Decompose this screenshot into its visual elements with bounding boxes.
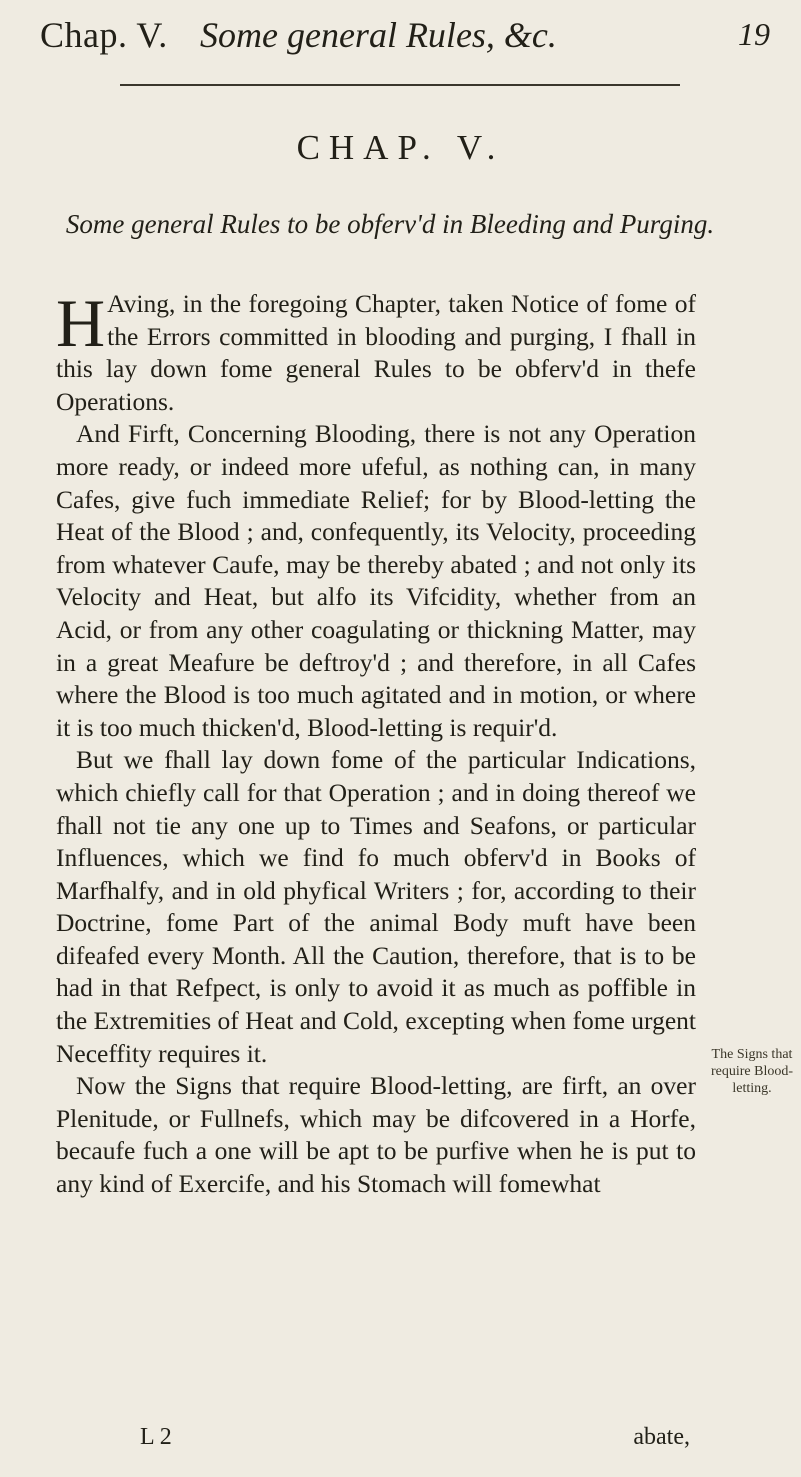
page-footer <box>56 1424 696 1458</box>
running-head-title: Some general Rules, &c. <box>200 15 557 55</box>
paragraph-4: Now the Signs that require Blood-letting, are firft, an over Plenitude, or Fullnefs, which may be difcovered in a Horfe, becaufe fuch a one will be apt to be purfive when he is put to any kind of Exercife, and his Stomach will fomewhat <box>56 1071 696 1199</box>
running-head-chapter: Chap. V. <box>40 15 168 55</box>
catchword: abate, <box>633 1424 690 1450</box>
drop-cap: H <box>56 285 106 361</box>
running-head <box>40 14 770 62</box>
chapter-subtitle: Some general Rules to be obferv'd in Bleeding and Purging. <box>65 209 715 239</box>
paragraph-2: And Firft, Concerning Blooding, there is not any Operation more ready, or indeed more ufeful, as nothing can, in many Cafes, give fuch immediate Relief; for by Blood-letting the Heat of the Blood ; and, confequently, its Velocity, proceeding from whatever Caufe, may be thereby abated ; and not only its Velocity and Heat, but alfo its Vifcidity, whether from an Acid, or from any other coagulating or thickning Matter, may in a great Meafure be deftroy'd ; and therefore, in all Cafes where the Blood is too much agitated and in motion, or where it is too much thicken'd, Blood-letting is requir'd. <box>56 419 696 742</box>
paragraph-1 <box>56 285 696 418</box>
chapter-heading: CHAP. V. <box>296 128 505 167</box>
header-rule <box>120 84 680 86</box>
signature-mark: L 2 <box>140 1424 172 1450</box>
paragraph-1-text: Aving, in the foregoing Chapter, taken Notice of fome of the Errors committed in blooding and purging, I fhall in this lay down fome general Rules to be obferv'd in thefe Operations. <box>56 289 696 416</box>
margin-note: The Signs that require Blood-letting. <box>710 1047 794 1096</box>
page-number: 19 <box>738 16 770 52</box>
paragraph-3: But we fhall lay down fome of the particular Indications, which chiefly call for that Operation ; and in doing thereof we fhall not tie any one up to Times and Seafons, or particular Influences, which we find fo much obferv'd in Books of Marfhalfy, and in old phyfical Writers ; for, according to their Doctrine, fome Part of the animal Body muft have been difeafed every Month. All the Caution, therefore, that is to be had in that Refpect, is only to avoid it as much as poffible in the Extremities of Heat and Cold, excepting when fome urgent Neceffity requires it. <box>56 745 696 1068</box>
body-text <box>56 285 696 1201</box>
